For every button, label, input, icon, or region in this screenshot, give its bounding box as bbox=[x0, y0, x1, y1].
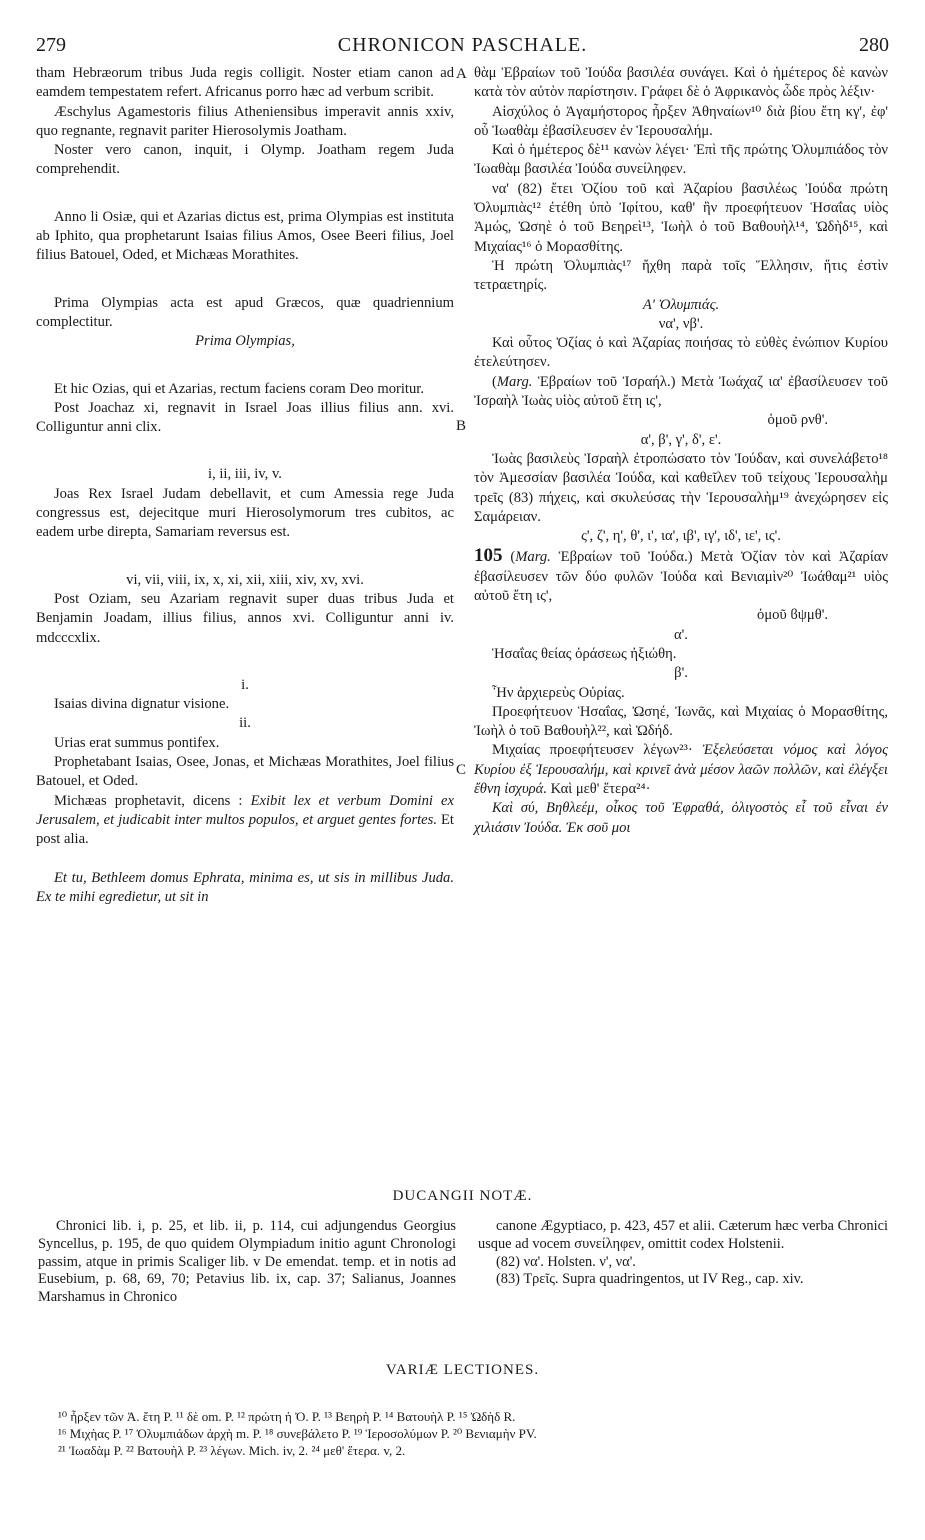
greek-paragraph: (Marg. Ἑβραίων τοῦ Ἰσραήλ.) Μετὰ Ἰωάχαζ ια' ἐβασίλευσεν τοῦ Ἰσραὴλ Ἰωὰς υἱὸς αὐτοῦ ἔτη ις', bbox=[474, 373, 888, 410]
greek-paragraph: θὰμ Ἑβραίων τοῦ Ἰούδα βασιλέα συνάγει. Καὶ ὁ ἡμέτερος δὲ κανὼν κατὰ τὸν αὐτὸν παρίστησιν. Γράφει δὲ ὁ Ἀφρικανὸς ὧδε πρὸς λέξιν· bbox=[474, 65, 888, 101]
latin-year-numbers: vi, vii, viii, ix, x, xi, xii, xiii, xiv, xv, xvi. bbox=[126, 571, 364, 588]
latin-paragraph: Prophetabant Isaias, Osee, Jonas, et Michæas Morathites, Joel filius Batouel, et Oded. bbox=[36, 754, 454, 790]
latin-quote-end: Et post alia. bbox=[36, 811, 454, 848]
greek-sum: ὁμοῦ ρνθ'. bbox=[767, 412, 828, 429]
greek-quote-end: Καὶ μεθ' ἕτερα²⁴· bbox=[546, 780, 651, 797]
greek-column bbox=[474, 64, 888, 838]
latin-paragraph: Joas Rex Israel Judam debellavit, et cum Amessia rege Juda congressus est, dejecitque muri Hierosolymorum tres cubitos, ac eadem urbe direpta, Samariam reversus est. bbox=[36, 485, 454, 541]
greek-paragraph: Ἡσαΐας θείας ὁράσεως ἠξιώθη. bbox=[492, 645, 677, 662]
column-number: 105 bbox=[474, 545, 503, 567]
page-number-right: 280 bbox=[859, 34, 889, 56]
variant-line: ¹⁶ Μιχὴας P. ¹⁷ Ὀλυμπιάδων ἀρχὴ m. P. ¹⁸ συνεβάλετο P. ¹⁹ Ἱεροσολύμων P. ²⁰ Βενιαμὴν PV. bbox=[58, 1426, 537, 1441]
greek-paragraph: Καὶ ὁ ἡμέτερος δὲ¹¹ κανὼν λέγει· Ἐπὶ τῆς πρώτης Ὀλυμπιάδος τὸν Ἰωαθὰμ βασιλέα Ἰούδα συνείληφεν. bbox=[474, 142, 888, 178]
latin-paragraph: Noster vero canon, inquit, i Olymp. Joatham regem Juda comprehendit. bbox=[36, 142, 454, 178]
greek-paragraph: Ἡ πρώτη Ὀλυμπιὰς¹⁷ ἤχθη παρὰ τοῖς Ἕλλησιν, ἥτις ἐστὶν τετραετηρίς. bbox=[474, 257, 888, 294]
latin-paragraph: Æschylus Agamestoris filius Atheniensibus imperavit annis xxiv, quo regnante, regnavit pariter Hierosolymis Joatham. bbox=[36, 103, 454, 139]
notes-right-column bbox=[478, 1218, 888, 1289]
greek-year-numbers: β'. bbox=[674, 665, 688, 682]
note-paragraph: (82) να'. Holsten. ν', να'. bbox=[496, 1253, 636, 1270]
variae-title: VARIÆ LECTIONES. bbox=[385, 1362, 540, 1378]
greek-paragraph: Καὶ σύ, Βηθλεέμ, οἶκος τοῦ Ἐφραθά, ὀλιγοστὸς εἶ τοῦ εἶναι ἐν χιλιάσιν Ἰούδα. Ἐκ σοῦ μοι bbox=[474, 800, 888, 836]
greek-paragraph: 105 (Marg. Ἑβραίων τοῦ Ἰούδα.) Μετὰ Ὀζίαν τὸν καὶ Ἀζαρίαν ἐβασίλευσεν τῶν δύο φυλῶν Ἰούδα καὶ Βενιαμὶν²⁰ Ἰωάθαμ²¹ υἱὸς αὐτοῦ ἔτη ις', bbox=[474, 545, 888, 605]
note-paragraph: Chronici lib. i, p. 25, et lib. ii, p. 114, cui adjungendus Georgius Syncellus, p. 195, de quo quidem Olympiadum initio agunt Chronologi passim, atque in primis Scaliger lib. v De emendat. temp. et in notis ad Eusebium, p. 68, 69, 70; Petavius lib. ix, cap. 37; Salianus, Joannes Marshamus in Chronico bbox=[38, 1218, 456, 1306]
greek-olympiad-title: Α' Ὀλυμπιάς. bbox=[642, 296, 720, 313]
latin-paragraph: Prima Olympias acta est apud Græcos, quæ quadriennium complectitur. bbox=[36, 294, 454, 330]
latin-column bbox=[36, 64, 454, 907]
variant-line: ²¹ Ἰωαδὰμ P. ²² Βατουὴλ P. ²³ λέγων. Mich. iv, 2. ²⁴ μεθ' ἕτερα. v, 2. bbox=[58, 1443, 406, 1458]
greek-paragraph: Ἰωὰς βασιλεὺς Ἰσραὴλ ἐτροπώσατο τὸν Ἰούδαν, καὶ συνελάβετο¹⁸ τὸν Ἀμεσσίαν βασιλέα Ἰούδα, καὶ καθεῖλεν τοῦ τείχους Ἱερουσαλὴμ τρεῖς (83) πήχεις, καὶ σκυλεύσας τὴν Ἱερουσαλὴμ¹⁹ ἀνεχώρησεν εἰς Σαμάρειαν. bbox=[474, 450, 888, 525]
variae-lectiones bbox=[58, 1408, 898, 1459]
latin-year-numbers: ii. bbox=[239, 715, 251, 732]
note-paragraph: canone Ægyptiaco, p. 423, 457 et alii. Cæterum hæc verba Chronici usque ad vocem συνείληφεν, omittit codex Holstenii. bbox=[478, 1218, 888, 1252]
latin-paragraph: Post Oziam, seu Azariam regnavit super duas tribus Juda et Benjamin Joadam, illius filius, annos xvi. Colliguntur anni iv. mdcccxlix. bbox=[36, 590, 454, 646]
margin-letter-a: A bbox=[456, 66, 467, 82]
marg-label: Marg. bbox=[496, 373, 533, 390]
greek-paragraph bbox=[474, 741, 888, 799]
variant-line: ¹⁰ ἦρξεν τῶν Ἀ. ἔτη P. ¹¹ δὲ om. P. ¹² πρώτη ἡ Ὀ. P. ¹³ Βεηρὴ P. ¹⁴ Βατουὴλ P. ¹⁵ Ὠδὴδ R. bbox=[58, 1409, 516, 1424]
greek-paragraph: Προεφήτευον Ἡσαΐας, Ὠσηέ, Ἰωνᾶς, καὶ Μιχαίας ὁ Μορασθίτης, Ἰωὴλ ὁ τοῦ Βαθουὴλ²², καὶ Ὠδήδ. bbox=[474, 703, 888, 740]
latin-year-numbers: i. bbox=[241, 676, 249, 693]
notes-title: DUCANGII NOTÆ. bbox=[392, 1188, 533, 1204]
greek-year-numbers: ς', ζ', η', θ', ι', ια', ιβ', ιγ', ιδ', ιε', ις'. bbox=[581, 528, 781, 545]
greek-year-numbers: α'. bbox=[674, 626, 688, 643]
greek-sum: ὁμοῦ ϐψμθ'. bbox=[757, 607, 828, 624]
latin-paragraph: Post Joachaz xi, regnavit in Israel Joas illius filius ann. xvi. Colliguntur anni clix. bbox=[36, 399, 454, 436]
latin-year-numbers: i, ii, iii, iv, v. bbox=[208, 466, 282, 483]
latin-paragraph bbox=[36, 792, 454, 850]
greek-quote: Ἐξελεύσεται νόμος καὶ λόγος Κυρίου ἐξ Ἱερουσαλήμ, καὶ κρινεῖ ἀνὰ μέσον λαῶν πολλῶν, καὶ ἐλέγξει ἔθνη ἰσχυρά. bbox=[474, 742, 888, 797]
latin-paragraph: Urias erat summus pontifex. bbox=[54, 734, 220, 751]
running-header bbox=[36, 34, 889, 58]
greek-text: Ἑβραίων τοῦ Ἰούδα.) Μετὰ Ὀζίαν τὸν καὶ Ἀζαρίαν ἐβασίλευσεν τῶν δύο φυλῶν Ἰούδα καὶ Βενιαμὶν²⁰ Ἰωάθαμ²¹ υἱὸς αὐτοῦ ἔτη ις', bbox=[474, 549, 888, 605]
margin-letter-c: C bbox=[456, 762, 467, 778]
greek-year-numbers: να', νβ'. bbox=[658, 315, 704, 332]
greek-paragraph: Ἦν ἀρχιερεὺς Οὐρίας. bbox=[492, 684, 625, 701]
greek-text: Ἑβραίων τοῦ Ἰσραήλ.) Μετὰ Ἰωάχαζ ια' ἐβασίλευσεν τοῦ Ἰσραὴλ Ἰωὰς υἱὸς αὐτοῦ ἔτη ις', bbox=[474, 373, 888, 410]
latin-paragraph: Et tu, Bethleem domus Ephrata, minima es, ut sis in millibus Juda. Ex te mihi egredietur, ut sit in bbox=[36, 869, 454, 905]
greek-year-numbers: α', β', γ', δ', ε'. bbox=[640, 431, 722, 448]
note-paragraph: (83) Τρεῖς. Supra quadringentos, ut IV Reg., cap. xiv. bbox=[496, 1271, 804, 1288]
running-title: CHRONICON PASCHALE. bbox=[337, 34, 588, 56]
greek-quote-intro: Μιχαίας προεφήτευσεν λέγων²³· bbox=[492, 742, 703, 759]
latin-quote: Exibit lex et verbum Domini ex Jerusalem, et judicabit inter multos populos, et arguet gentes fortes. bbox=[36, 792, 455, 828]
notes-left-column bbox=[38, 1218, 456, 1307]
latin-paragraph: Et hic Ozias, qui et Azarias, rectum faciens coram Deo moritur. bbox=[54, 380, 424, 397]
latin-paragraph: Anno li Osiæ, qui et Azarias dictus est, prima Olympias est instituta ab Iphito, qua prophetarunt Isaias filius Amos, Osee Beeri filius, Joel filius Batouel, Oded, et Michæas Morathites. bbox=[36, 208, 454, 264]
greek-paragraph: Καὶ οὗτος Ὀζίας ὁ καὶ Ἀζαρίας ποιήσας τὸ εὐθὲς ἐνώπιον Κυρίου ἐτελεύτησεν. bbox=[474, 335, 888, 371]
page-number-left: 279 bbox=[36, 34, 66, 56]
margin-letter-b: B bbox=[456, 418, 467, 434]
latin-paragraph: tham Hebræorum tribus Juda regis colligit. Noster etiam canon ad eamdem tempestatem refert. Africanus porro hæc ad verbum scribit. bbox=[36, 65, 454, 101]
greek-paragraph: Αἰσχύλος ὁ Ἀγαμήστορος ἦρξεν Ἀθηναίων¹⁰ διὰ βίου ἔτη κγ', ἐφ' οὗ Ἰωαθὰμ ἐβασίλευσεν ἐν Ἱερουσαλήμ. bbox=[474, 103, 888, 139]
latin-paragraph: Isaias divina dignatur visione. bbox=[54, 696, 230, 713]
latin-olympiad-title: Prima Olympias, bbox=[195, 333, 295, 350]
marg-label: Marg. bbox=[515, 549, 551, 566]
latin-quote-intro: Michæas prophetavit, dicens : bbox=[54, 792, 251, 809]
greek-paragraph: να' (82) ἔτει Ὀζίου τοῦ καὶ Ἀζαρίου βασιλέως Ἰούδα πρώτη Ὀλυμπιὰς¹² ἐτέθη ὑπὸ Ἰφίτου, καθ' ἣν προεφήτευον Ἡσαΐας υἱὸς Ἀμώς, Ὠσηὲ ὁ τοῦ Βεηρεὶ¹³, Ἰωὴλ ὁ τοῦ Βαθουὴλ¹⁴, Ὠδὴδ¹⁵, καὶ Μιχαίας¹⁶ ὁ Μορασθίτης. bbox=[474, 180, 888, 255]
